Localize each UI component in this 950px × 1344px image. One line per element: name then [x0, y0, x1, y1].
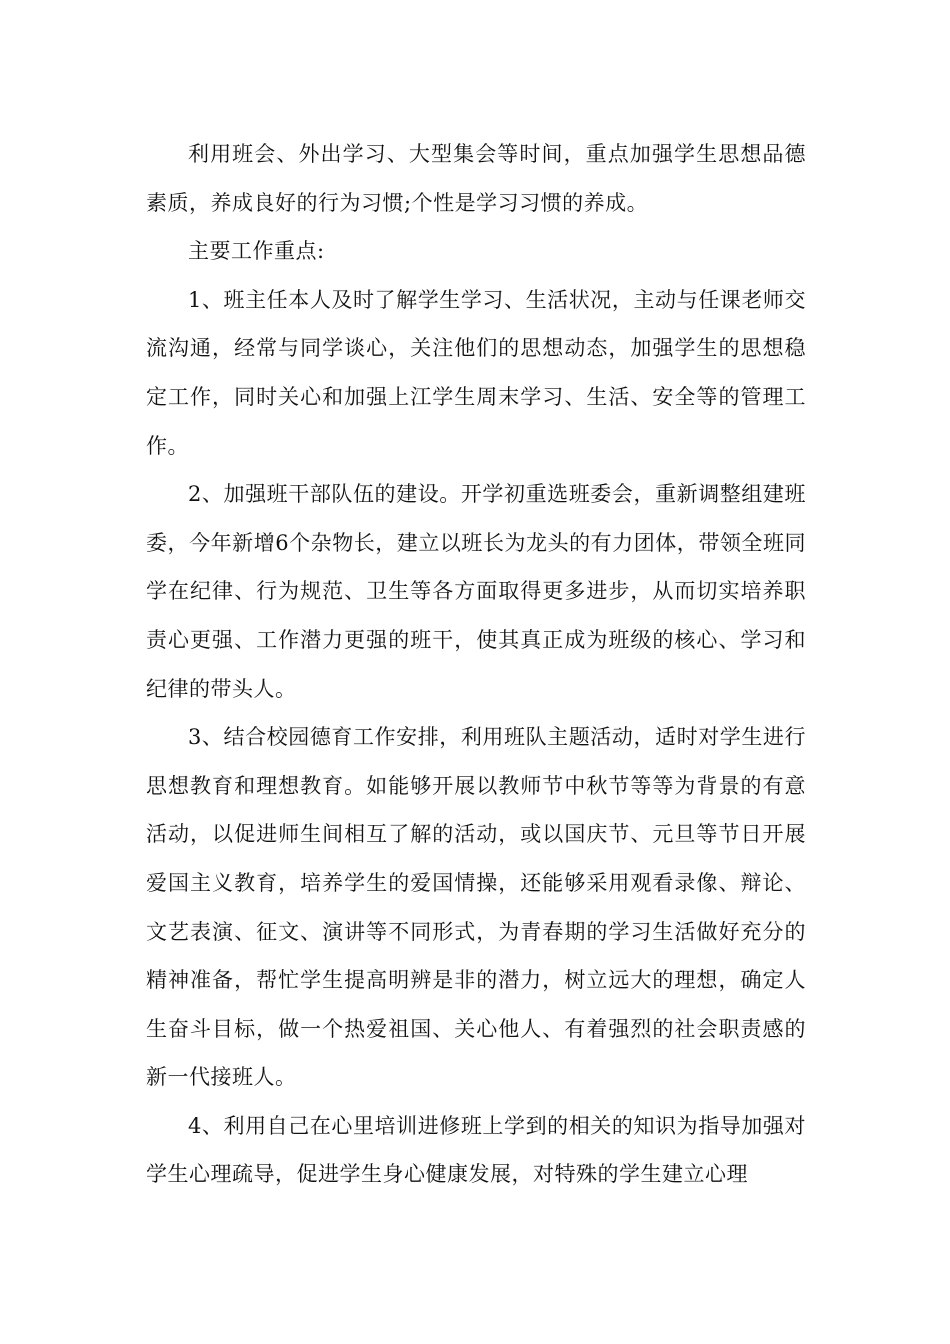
- paragraph-item-3: 3、结合校园德育工作安排，利用班队主题活动，适时对学生进行思想教育和理想教育。如能够开展以教师节中秋节等等为背景的有意活动，以促进师生间相互了解的活动，或以国庆节、元旦等节日开展爱国主义教育，培养学生的爱国情操，还能够采用观看录像、辩论、文艺表演、征文、演讲等不同形式，为青春期的学习生活做好充分的精神准备，帮忙学生提高明辨是非的潜力，树立远大的理想，确定人生奋斗目标，做一个热爱祖国、关心他人、有着强烈的社会职责感的新一代接班人。: [146, 725, 806, 1090]
- paragraph-heading-key-points: 主要工作重点:: [188, 239, 325, 264]
- paragraph-item-4: 4、利用自己在心里培训进修班上学到的相关的知识为指导加强对学生心理疏导，促进学生身心健康发展，对特殊的学生建立心理: [146, 1113, 806, 1187]
- paragraph-item-1: 1、班主任本人及时了解学生学习、生活状况，主动与任课老师交流沟通，经常与同学谈心，关注他们的思想动态，加强学生的思想稳定工作，同时关心和加强上江学生周末学习、生活、安全等的管理工作。: [146, 287, 806, 458]
- paragraph-intro: 利用班会、外出学习、大型集会等时间，重点加强学生思想品德素质，养成良好的行为习惯;个性是学习习惯的养成。: [146, 142, 806, 215]
- paragraph-item-2: 2、加强班干部队伍的建设。开学初重选班委会，重新调整组建班委，今年新增6个杂物长，建立以班长为龙头的有力团体，带领全班同学在纪律、行为规范、卫生等各方面取得更多进步，从而切实培养职责心更强、工作潜力更强的班干，使其真正成为班级的核心、学习和纪律的带头人。: [146, 482, 806, 701]
- document-body: [146, 130, 806, 1199]
